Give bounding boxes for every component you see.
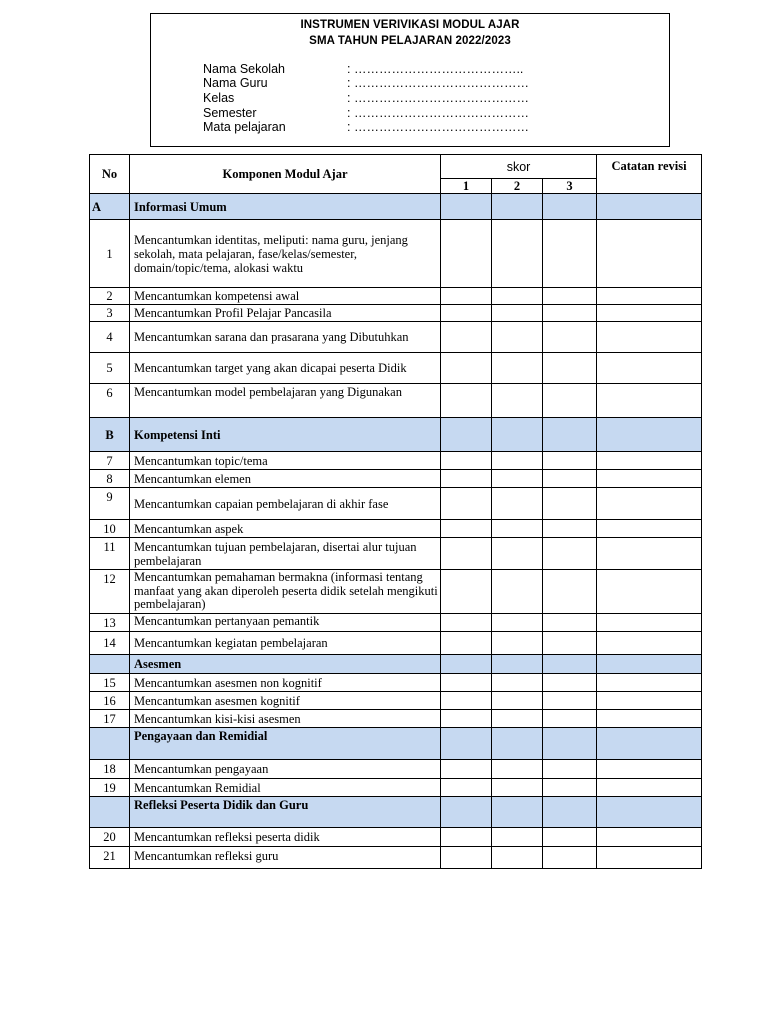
score-cell[interactable] bbox=[441, 288, 492, 305]
item-text: Mencantumkan asesmen non kognitif bbox=[130, 674, 441, 692]
score-cell[interactable] bbox=[441, 710, 492, 728]
field-value: : …………………………………… bbox=[347, 106, 529, 120]
notes-cell[interactable] bbox=[597, 452, 702, 470]
score-cell[interactable] bbox=[441, 674, 492, 692]
notes-cell[interactable] bbox=[597, 692, 702, 710]
score-cell[interactable] bbox=[441, 305, 492, 322]
table-row bbox=[90, 674, 702, 692]
column-header-notes: Catatan revisi bbox=[597, 155, 702, 194]
score-cell[interactable] bbox=[543, 728, 597, 760]
score-cell[interactable] bbox=[492, 520, 543, 538]
field-value: : …………………………………… bbox=[347, 120, 529, 134]
document-title: INSTRUMEN VERIVIKASI MODUL AJAR bbox=[300, 19, 520, 31]
notes-cell[interactable] bbox=[597, 710, 702, 728]
score-cell[interactable] bbox=[441, 194, 492, 220]
item-number: 19 bbox=[90, 779, 130, 797]
table-row bbox=[90, 614, 702, 632]
table-row bbox=[90, 760, 702, 779]
score-cell[interactable] bbox=[492, 538, 543, 570]
table-row bbox=[90, 353, 702, 384]
item-number: 14 bbox=[90, 632, 130, 655]
item-number: 5 bbox=[90, 353, 130, 384]
score-cell[interactable] bbox=[441, 520, 492, 538]
item-number: 6 bbox=[90, 384, 130, 418]
section-title: Pengayaan dan Remidial bbox=[130, 728, 441, 760]
column-header-component: Komponen Modul Ajar bbox=[130, 155, 441, 194]
item-number: 3 bbox=[90, 305, 130, 322]
score-cell[interactable] bbox=[492, 305, 543, 322]
field-label: Nama Guru bbox=[203, 76, 268, 90]
notes-cell[interactable] bbox=[597, 384, 702, 418]
notes-cell[interactable] bbox=[597, 828, 702, 847]
table-row bbox=[90, 384, 702, 418]
score-cell[interactable] bbox=[441, 384, 492, 418]
score-cell[interactable] bbox=[441, 220, 492, 288]
notes-cell[interactable] bbox=[597, 847, 702, 869]
item-text: Mencantumkan aspek bbox=[130, 520, 441, 538]
score-cell[interactable] bbox=[492, 692, 543, 710]
section-row bbox=[90, 655, 702, 674]
section-title: Informasi Umum bbox=[130, 194, 441, 220]
score-cell[interactable] bbox=[441, 353, 492, 384]
score-cell[interactable] bbox=[492, 322, 543, 353]
table-row bbox=[90, 470, 702, 488]
score-cell[interactable] bbox=[441, 418, 492, 452]
score-cell[interactable] bbox=[543, 194, 597, 220]
score-cell[interactable] bbox=[492, 847, 543, 869]
notes-cell[interactable] bbox=[597, 322, 702, 353]
score-cell[interactable] bbox=[492, 779, 543, 797]
item-text: Mencantumkan target yang akan dicapai peserta Didik bbox=[130, 353, 441, 384]
score-cell[interactable] bbox=[543, 797, 597, 828]
item-number: 11 bbox=[90, 538, 130, 570]
notes-cell[interactable] bbox=[597, 674, 702, 692]
score-cell[interactable] bbox=[441, 538, 492, 570]
score-cell[interactable] bbox=[492, 655, 543, 674]
section-number bbox=[90, 728, 130, 760]
item-number: 18 bbox=[90, 760, 130, 779]
section-row bbox=[90, 728, 702, 760]
score-cell[interactable] bbox=[543, 305, 597, 322]
item-text: Mencantumkan pertanyaan pemantik bbox=[130, 614, 441, 632]
item-number: 2 bbox=[90, 288, 130, 305]
item-text: Mencantumkan kisi-kisi asesmen bbox=[130, 710, 441, 728]
section-title: Kompetensi Inti bbox=[130, 418, 441, 452]
skor-col-2: 2 bbox=[492, 179, 543, 194]
item-text: Mencantumkan topic/tema bbox=[130, 452, 441, 470]
score-cell[interactable] bbox=[492, 353, 543, 384]
section-number: A bbox=[90, 194, 130, 220]
score-cell[interactable] bbox=[441, 614, 492, 632]
item-text: Mencantumkan identitas, meliputi: nama guru, jenjang sekolah, mata pelajaran, fase/kelas/semester, domain/topic/tema, alokasi waktu bbox=[130, 220, 441, 288]
section-title: Asesmen bbox=[130, 655, 441, 674]
notes-cell[interactable] bbox=[597, 797, 702, 828]
document-subtitle: SMA TAHUN PELAJARAN 2022/2023 bbox=[309, 35, 511, 47]
score-cell[interactable] bbox=[492, 470, 543, 488]
item-text: Mencantumkan refleksi peserta didik bbox=[130, 828, 441, 847]
table-row bbox=[90, 692, 702, 710]
score-cell[interactable] bbox=[441, 470, 492, 488]
score-cell[interactable] bbox=[492, 384, 543, 418]
score-cell[interactable] bbox=[543, 710, 597, 728]
table-row bbox=[90, 847, 702, 869]
section-number bbox=[90, 655, 130, 674]
item-text: Mencantumkan pengayaan bbox=[130, 760, 441, 779]
item-number: 9 bbox=[90, 488, 130, 520]
item-text: Mencantumkan Remidial bbox=[130, 779, 441, 797]
item-text: Mencantumkan refleksi guru bbox=[130, 847, 441, 869]
score-cell[interactable] bbox=[543, 353, 597, 384]
score-cell[interactable] bbox=[543, 570, 597, 614]
notes-cell[interactable] bbox=[597, 570, 702, 614]
score-cell[interactable] bbox=[441, 797, 492, 828]
skor-col-1: 1 bbox=[441, 179, 492, 194]
table-row bbox=[90, 632, 702, 655]
item-number: 10 bbox=[90, 520, 130, 538]
item-number: 20 bbox=[90, 828, 130, 847]
score-cell[interactable] bbox=[543, 452, 597, 470]
score-cell[interactable] bbox=[441, 632, 492, 655]
score-cell[interactable] bbox=[441, 570, 492, 614]
table-row bbox=[90, 305, 702, 322]
item-text: Mencantumkan model pembelajaran yang Digunakan bbox=[130, 384, 441, 418]
item-text: Mencantumkan elemen bbox=[130, 470, 441, 488]
score-cell[interactable] bbox=[543, 384, 597, 418]
score-cell[interactable] bbox=[492, 570, 543, 614]
item-number: 7 bbox=[90, 452, 130, 470]
field-value: : ………………………………….. bbox=[347, 62, 524, 76]
score-cell[interactable] bbox=[492, 632, 543, 655]
item-number: 13 bbox=[90, 614, 130, 632]
score-cell[interactable] bbox=[441, 779, 492, 797]
item-text bbox=[130, 570, 441, 614]
notes-cell[interactable] bbox=[597, 305, 702, 322]
notes-cell[interactable] bbox=[597, 538, 702, 570]
score-cell[interactable] bbox=[543, 614, 597, 632]
notes-cell[interactable] bbox=[597, 728, 702, 760]
table-row bbox=[90, 220, 702, 288]
score-cell[interactable] bbox=[441, 452, 492, 470]
section-row bbox=[90, 418, 702, 452]
field-label: Semester bbox=[203, 106, 257, 120]
score-cell[interactable] bbox=[492, 220, 543, 288]
score-cell[interactable] bbox=[492, 728, 543, 760]
table-row bbox=[90, 488, 702, 520]
item-number: 16 bbox=[90, 692, 130, 710]
score-cell[interactable] bbox=[543, 288, 597, 305]
item-number: 21 bbox=[90, 847, 130, 869]
item-text: Mencantumkan tujuan pembelajaran, disertai alur tujuan pembelajaran bbox=[130, 538, 441, 570]
item-text: Mencantumkan capaian pembelajaran di akhir fase bbox=[130, 488, 441, 520]
notes-cell[interactable] bbox=[597, 760, 702, 779]
score-cell[interactable] bbox=[492, 614, 543, 632]
table-row bbox=[90, 520, 702, 538]
score-cell[interactable] bbox=[441, 488, 492, 520]
section-number bbox=[90, 797, 130, 828]
skor-col-3: 3 bbox=[543, 179, 597, 194]
table-row bbox=[90, 828, 702, 847]
score-cell[interactable] bbox=[492, 710, 543, 728]
item-text-wrap: Mencantumkan pemahaman bermakna (informasi tentang manfaat yang akan diperoleh peserta didik setelah mengikuti pembelajaran) bbox=[134, 570, 438, 612]
score-cell[interactable] bbox=[543, 220, 597, 288]
section-row bbox=[90, 194, 702, 220]
table-row bbox=[90, 779, 702, 797]
notes-cell[interactable] bbox=[597, 194, 702, 220]
section-title: Refleksi Peserta Didik dan Guru bbox=[130, 797, 441, 828]
score-cell[interactable] bbox=[543, 692, 597, 710]
notes-cell[interactable] bbox=[597, 488, 702, 520]
score-cell[interactable] bbox=[492, 194, 543, 220]
score-cell[interactable] bbox=[441, 828, 492, 847]
score-cell[interactable] bbox=[492, 452, 543, 470]
verification-table bbox=[89, 154, 702, 869]
score-cell[interactable] bbox=[543, 520, 597, 538]
item-text: Mencantumkan sarana dan prasarana yang Dibutuhkan bbox=[130, 322, 441, 353]
field-label: Nama Sekolah bbox=[203, 62, 285, 76]
score-cell[interactable] bbox=[441, 655, 492, 674]
score-cell[interactable] bbox=[543, 470, 597, 488]
score-cell[interactable] bbox=[543, 655, 597, 674]
score-cell[interactable] bbox=[492, 488, 543, 520]
score-cell[interactable] bbox=[492, 828, 543, 847]
score-cell[interactable] bbox=[492, 797, 543, 828]
field-value: : …………………………………… bbox=[347, 91, 529, 105]
field-value: : …………………………………… bbox=[347, 76, 529, 90]
notes-cell[interactable] bbox=[597, 632, 702, 655]
notes-cell[interactable] bbox=[597, 614, 702, 632]
score-cell[interactable] bbox=[543, 538, 597, 570]
notes-cell[interactable] bbox=[597, 418, 702, 452]
score-cell[interactable] bbox=[441, 760, 492, 779]
score-cell[interactable] bbox=[441, 728, 492, 760]
score-cell[interactable] bbox=[441, 692, 492, 710]
score-cell[interactable] bbox=[441, 322, 492, 353]
table-row bbox=[90, 322, 702, 353]
item-number: 8 bbox=[90, 470, 130, 488]
notes-cell[interactable] bbox=[597, 353, 702, 384]
score-cell[interactable] bbox=[543, 632, 597, 655]
notes-cell[interactable] bbox=[597, 779, 702, 797]
score-cell[interactable] bbox=[492, 418, 543, 452]
table-row bbox=[90, 570, 702, 614]
score-cell[interactable] bbox=[543, 847, 597, 869]
score-cell[interactable] bbox=[492, 760, 543, 779]
document-header bbox=[150, 13, 670, 147]
score-cell[interactable] bbox=[543, 674, 597, 692]
item-number: 15 bbox=[90, 674, 130, 692]
section-number: B bbox=[90, 418, 130, 452]
table-row bbox=[90, 288, 702, 305]
notes-cell[interactable] bbox=[597, 288, 702, 305]
score-cell[interactable] bbox=[543, 322, 597, 353]
field-label: Kelas bbox=[203, 91, 235, 105]
item-text: Mencantumkan asesmen kognitif bbox=[130, 692, 441, 710]
notes-cell[interactable] bbox=[597, 520, 702, 538]
score-cell[interactable] bbox=[492, 674, 543, 692]
score-cell[interactable] bbox=[543, 488, 597, 520]
notes-cell[interactable] bbox=[597, 655, 702, 674]
item-text: Mencantumkan kegiatan pembelajaran bbox=[130, 632, 441, 655]
field-label: Mata pelajaran bbox=[203, 120, 286, 134]
column-header-skor: skor bbox=[441, 155, 597, 179]
item-number: 1 bbox=[90, 220, 130, 288]
score-cell[interactable] bbox=[492, 288, 543, 305]
item-text: Mencantumkan kompetensi awal bbox=[130, 288, 441, 305]
score-cell[interactable] bbox=[441, 847, 492, 869]
table-header-row bbox=[90, 155, 702, 179]
table-row bbox=[90, 538, 702, 570]
score-cell[interactable] bbox=[543, 779, 597, 797]
notes-cell[interactable] bbox=[597, 470, 702, 488]
column-header-no: No bbox=[90, 155, 130, 194]
item-number: 4 bbox=[90, 322, 130, 353]
section-row bbox=[90, 797, 702, 828]
score-cell[interactable] bbox=[543, 760, 597, 779]
item-number: 12 bbox=[90, 570, 130, 614]
item-text: Mencantumkan Profil Pelajar Pancasila bbox=[130, 305, 441, 322]
table-row bbox=[90, 452, 702, 470]
score-cell[interactable] bbox=[543, 828, 597, 847]
notes-cell[interactable] bbox=[597, 220, 702, 288]
score-cell[interactable] bbox=[543, 418, 597, 452]
table-row bbox=[90, 710, 702, 728]
item-number: 17 bbox=[90, 710, 130, 728]
